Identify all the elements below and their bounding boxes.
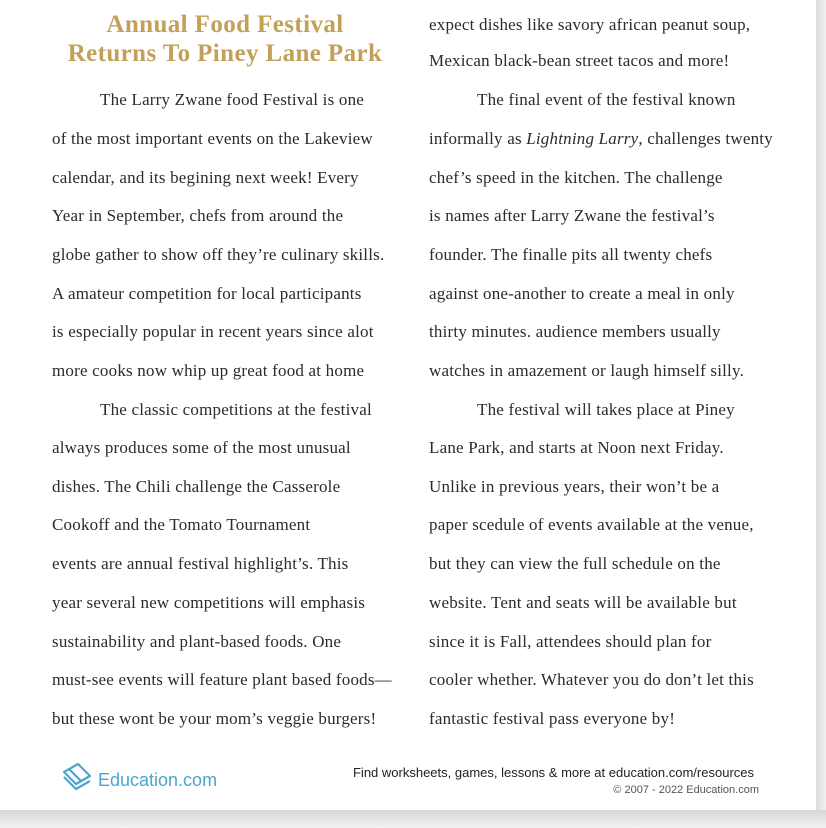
title-line-1: Annual Food Festival [106, 11, 344, 38]
education-logo-icon [60, 758, 96, 794]
left-line-17: but these wont be your mom’s veggie burgers! [52, 709, 377, 728]
right-line-1: expect dishes like savory african peanut soup, [429, 15, 751, 34]
right-line-4-start: informally as [429, 129, 527, 148]
right-line-17: since it is Fall, attendees should plan for [429, 632, 712, 651]
right-line-16: website. Tent and seats will be available but [429, 593, 737, 612]
left-line-15: sustainability and plant-based foods. One [52, 632, 342, 651]
left-line-5: globe gather to show off they’re culinary skills. [52, 245, 385, 264]
left-line-12: Cookoff and the Tomato Tournament [52, 515, 311, 534]
right-line-13: Unlike in previous years, their won’t be a [429, 477, 720, 496]
lightning-larry-name: Lightning Larry [526, 129, 639, 148]
right-line-12: Lane Park, and starts at Noon next Friday. [429, 438, 724, 457]
footer-tagline[interactable]: Find worksheets, games, lessons & more at education.com/resources [352, 765, 754, 780]
left-line-13: events are annual festival highlight’s. This [52, 554, 349, 573]
left-line-2: of the most important events on the Lakeview [52, 129, 373, 148]
logo-text: Education.com [98, 769, 218, 790]
right-line-4-end: , challenges twenty [638, 129, 773, 148]
left-line-8: more cooks now whip up great food at home [52, 361, 365, 380]
right-line-6: is names after Larry Zwane the festival’s [429, 206, 715, 225]
left-line-3: calendar, and its begining next week! Every [52, 168, 359, 187]
footer-copyright: © 2007 - 2022 Education.com [613, 784, 759, 796]
title-line-2: Returns To Piney Lane Park [67, 40, 383, 67]
right-line-3: The final event of the festival known [477, 90, 736, 109]
right-line-4 [429, 129, 773, 149]
left-line-11: dishes. The Chili challenge the Casserole [52, 477, 341, 496]
right-line-14: paper scedule of events available at the venue, [429, 515, 754, 534]
right-line-15: but they can view the full schedule on the [429, 554, 721, 573]
right-line-5: chef’s speed in the kitchen. The challenge [429, 168, 723, 187]
page-shadow-bottom [0, 810, 826, 828]
left-line-9: The classic competitions at the festival [100, 400, 372, 419]
right-line-10: watches in amazement or laugh himself silly. [429, 361, 745, 380]
right-line-18: cooler whether. Whatever you do don’t let this [429, 670, 754, 689]
right-line-9: thirty minutes. audience members usually [429, 322, 721, 341]
right-line-11: The festival will takes place at Piney [477, 400, 735, 419]
page-shadow-right [816, 0, 826, 828]
right-line-2: Mexican black-bean street tacos and more! [429, 51, 730, 70]
right-line-7: founder. The finalle pits all twenty chefs [429, 245, 713, 264]
left-line-4: Year in September, chefs from around the [52, 206, 344, 225]
left-line-10: always produces some of the most unusual [52, 438, 351, 457]
left-line-14: year several new competitions will emphasis [52, 593, 366, 612]
left-line-16: must-see events will feature plant based foods— [52, 670, 392, 689]
left-line-7: is especially popular in recent years since alot [52, 322, 374, 341]
left-line-1: The Larry Zwane food Festival is one [100, 90, 365, 109]
article-title [40, 10, 410, 68]
left-line-6: A amateur competition for local participants [52, 284, 362, 303]
education-com-logo[interactable] [60, 757, 217, 795]
right-line-8: against one-another to create a meal in only [429, 284, 735, 303]
right-line-19: fantastic festival pass everyone by! [429, 709, 676, 728]
